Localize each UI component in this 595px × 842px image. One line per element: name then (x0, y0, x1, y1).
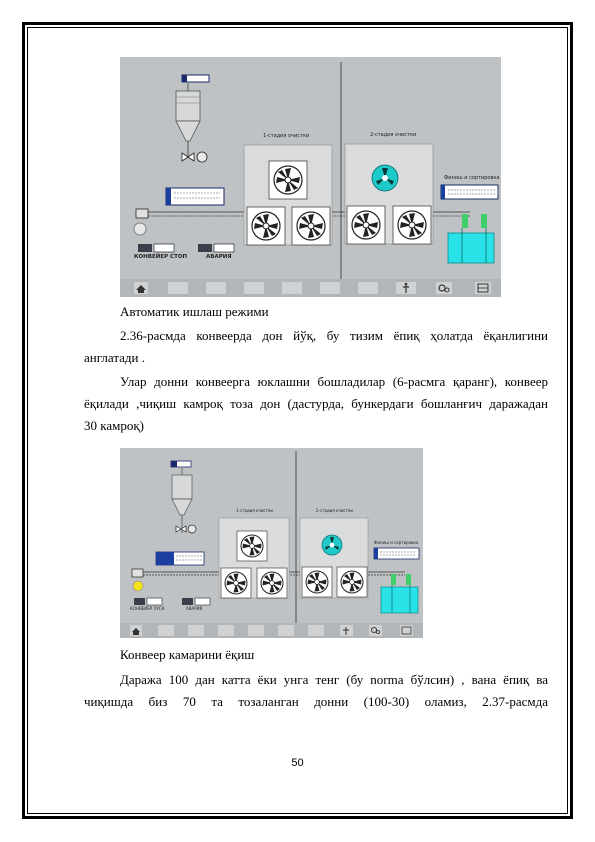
paragraph-1 (84, 325, 548, 369)
stage2-title: 2-стадия очистки (370, 132, 417, 138)
output-title-2: Финиш и сортировка (374, 540, 419, 545)
paragraph-2-line-3: 30 камроқ) (84, 418, 145, 433)
paragraph-1-line-1: 2.36-расмда конвеерда дон йўқ, бу тизим ёпиқ ҳолатда ёқанлигини (120, 328, 548, 343)
output-title: Финиш и сортировка (444, 175, 500, 181)
paragraph-3-line-1: Даража 100 дан катта ёки унга тенг (бу norma бўлсин) , вана ёпиқ ва (120, 672, 548, 687)
scada-screenshot-conveyor-on (120, 448, 423, 638)
alarm-label: АВАРИЯ (206, 254, 232, 260)
stage1-title-2: 1-стадия очистки (236, 508, 273, 513)
stage2-title-2: 2-стадия очистки (316, 508, 353, 513)
paragraph-3 (84, 669, 548, 713)
page-number: 50 (291, 757, 304, 769)
paragraph-2-line-2: ёқилади ,чиқиш камроқ тоза дон (дастурда, бункердаги бошланғич даражадан (84, 396, 548, 411)
paragraph-2-line-1: Улар донни конвеерга юклашни бошладилар (6-расмга қаранг), конвеер (120, 374, 548, 389)
stage1-title: 1-стадия очистки (263, 133, 310, 139)
figure-caption-2: Конвеер камарини ёқиш (120, 647, 255, 662)
scada-screenshot-automatic-mode (120, 57, 501, 297)
conveyor-status-label: КОНВЕЙЕР СТОП (134, 254, 188, 260)
conveyor-status-label-2: КОНВЕЙЕР ПУСК (130, 606, 165, 611)
figure-caption-1: Автоматик ишлаш режими (120, 304, 269, 319)
paragraph-1-line-2: англатади . (84, 350, 146, 365)
alarm-label-2: АВАРИЯ (186, 606, 203, 611)
paragraph-3-line-2: чиқишда биз 70 та тозаланган донни (100-30) оламиз, 2.37-расмда (84, 694, 548, 709)
paragraph-2 (84, 371, 548, 437)
